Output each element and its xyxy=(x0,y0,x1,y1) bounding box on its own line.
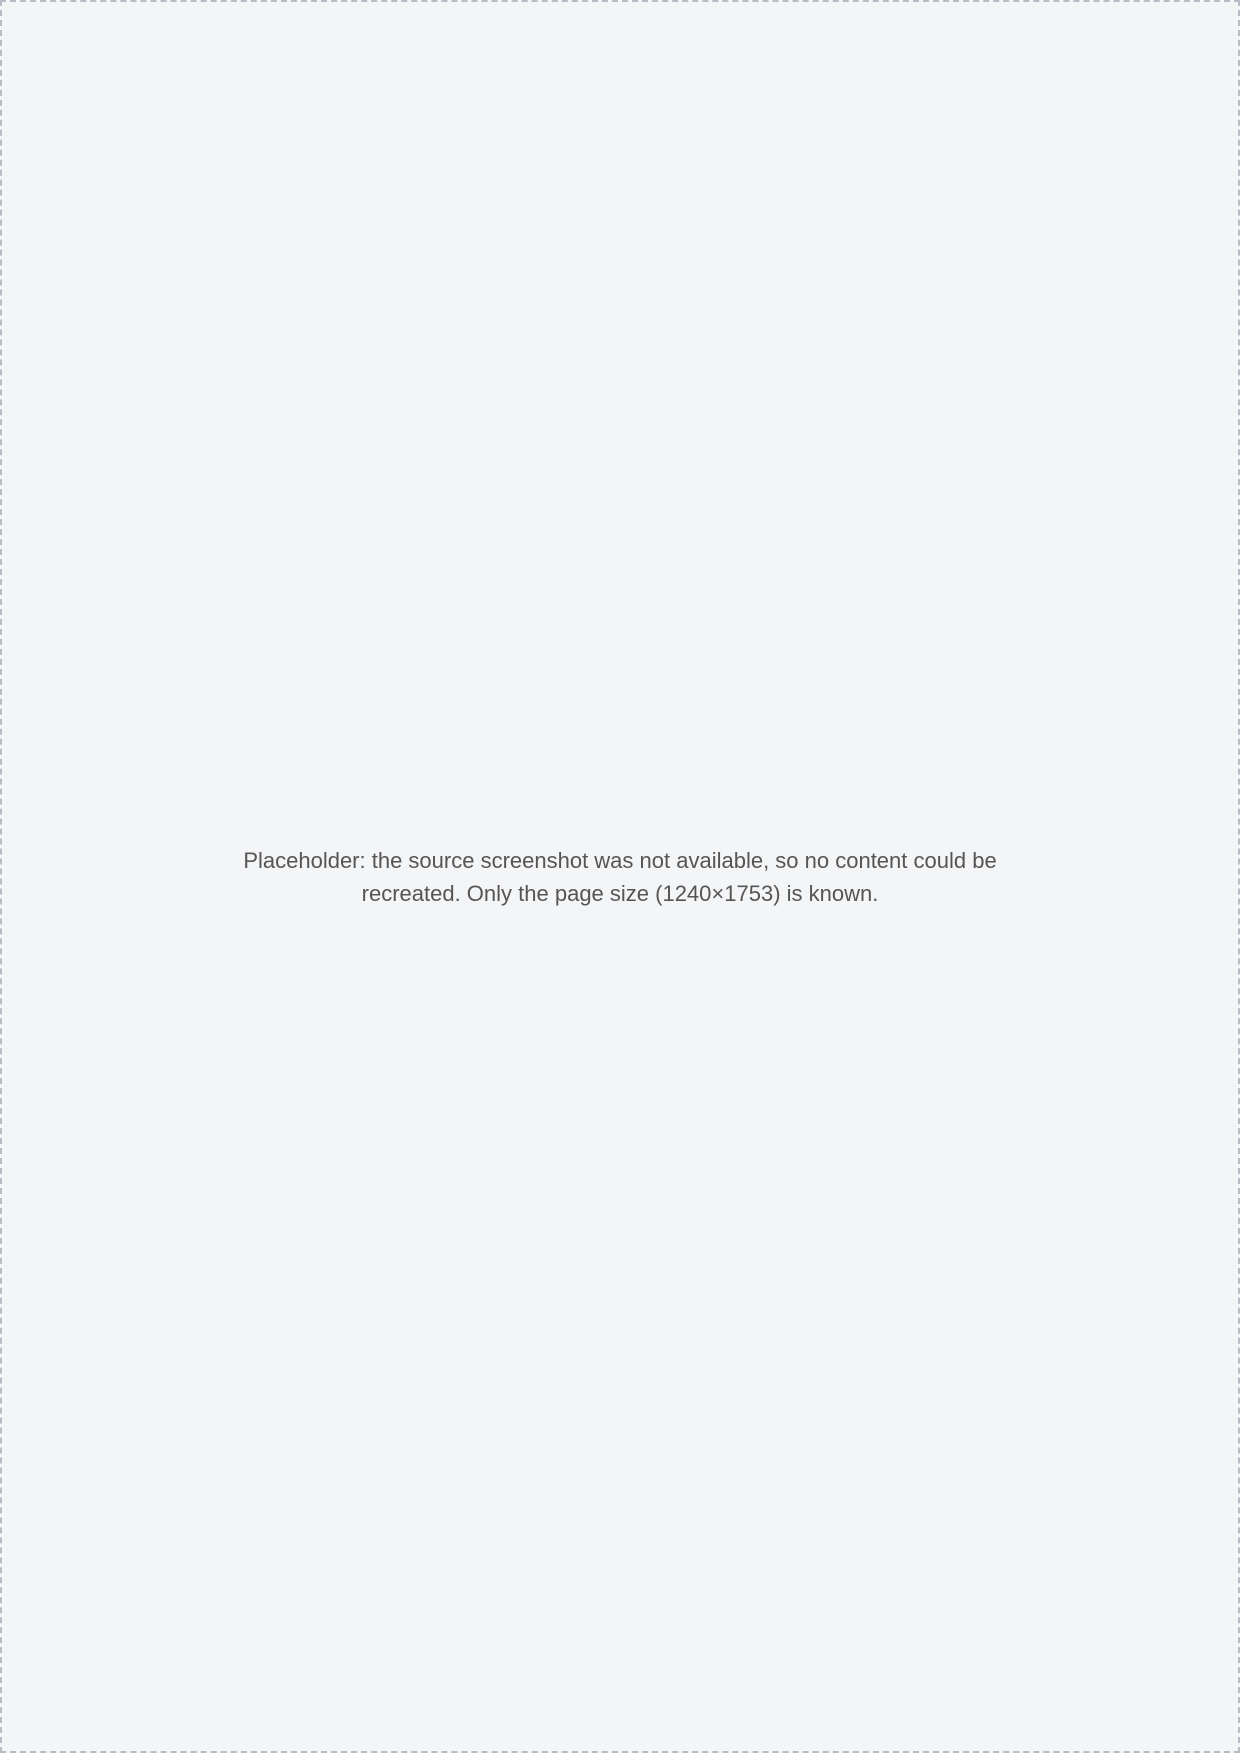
placeholder-message: Placeholder: the source screenshot was not available, so no content could be recreated. Only the page size (1240×1753) is known. xyxy=(243,847,997,906)
